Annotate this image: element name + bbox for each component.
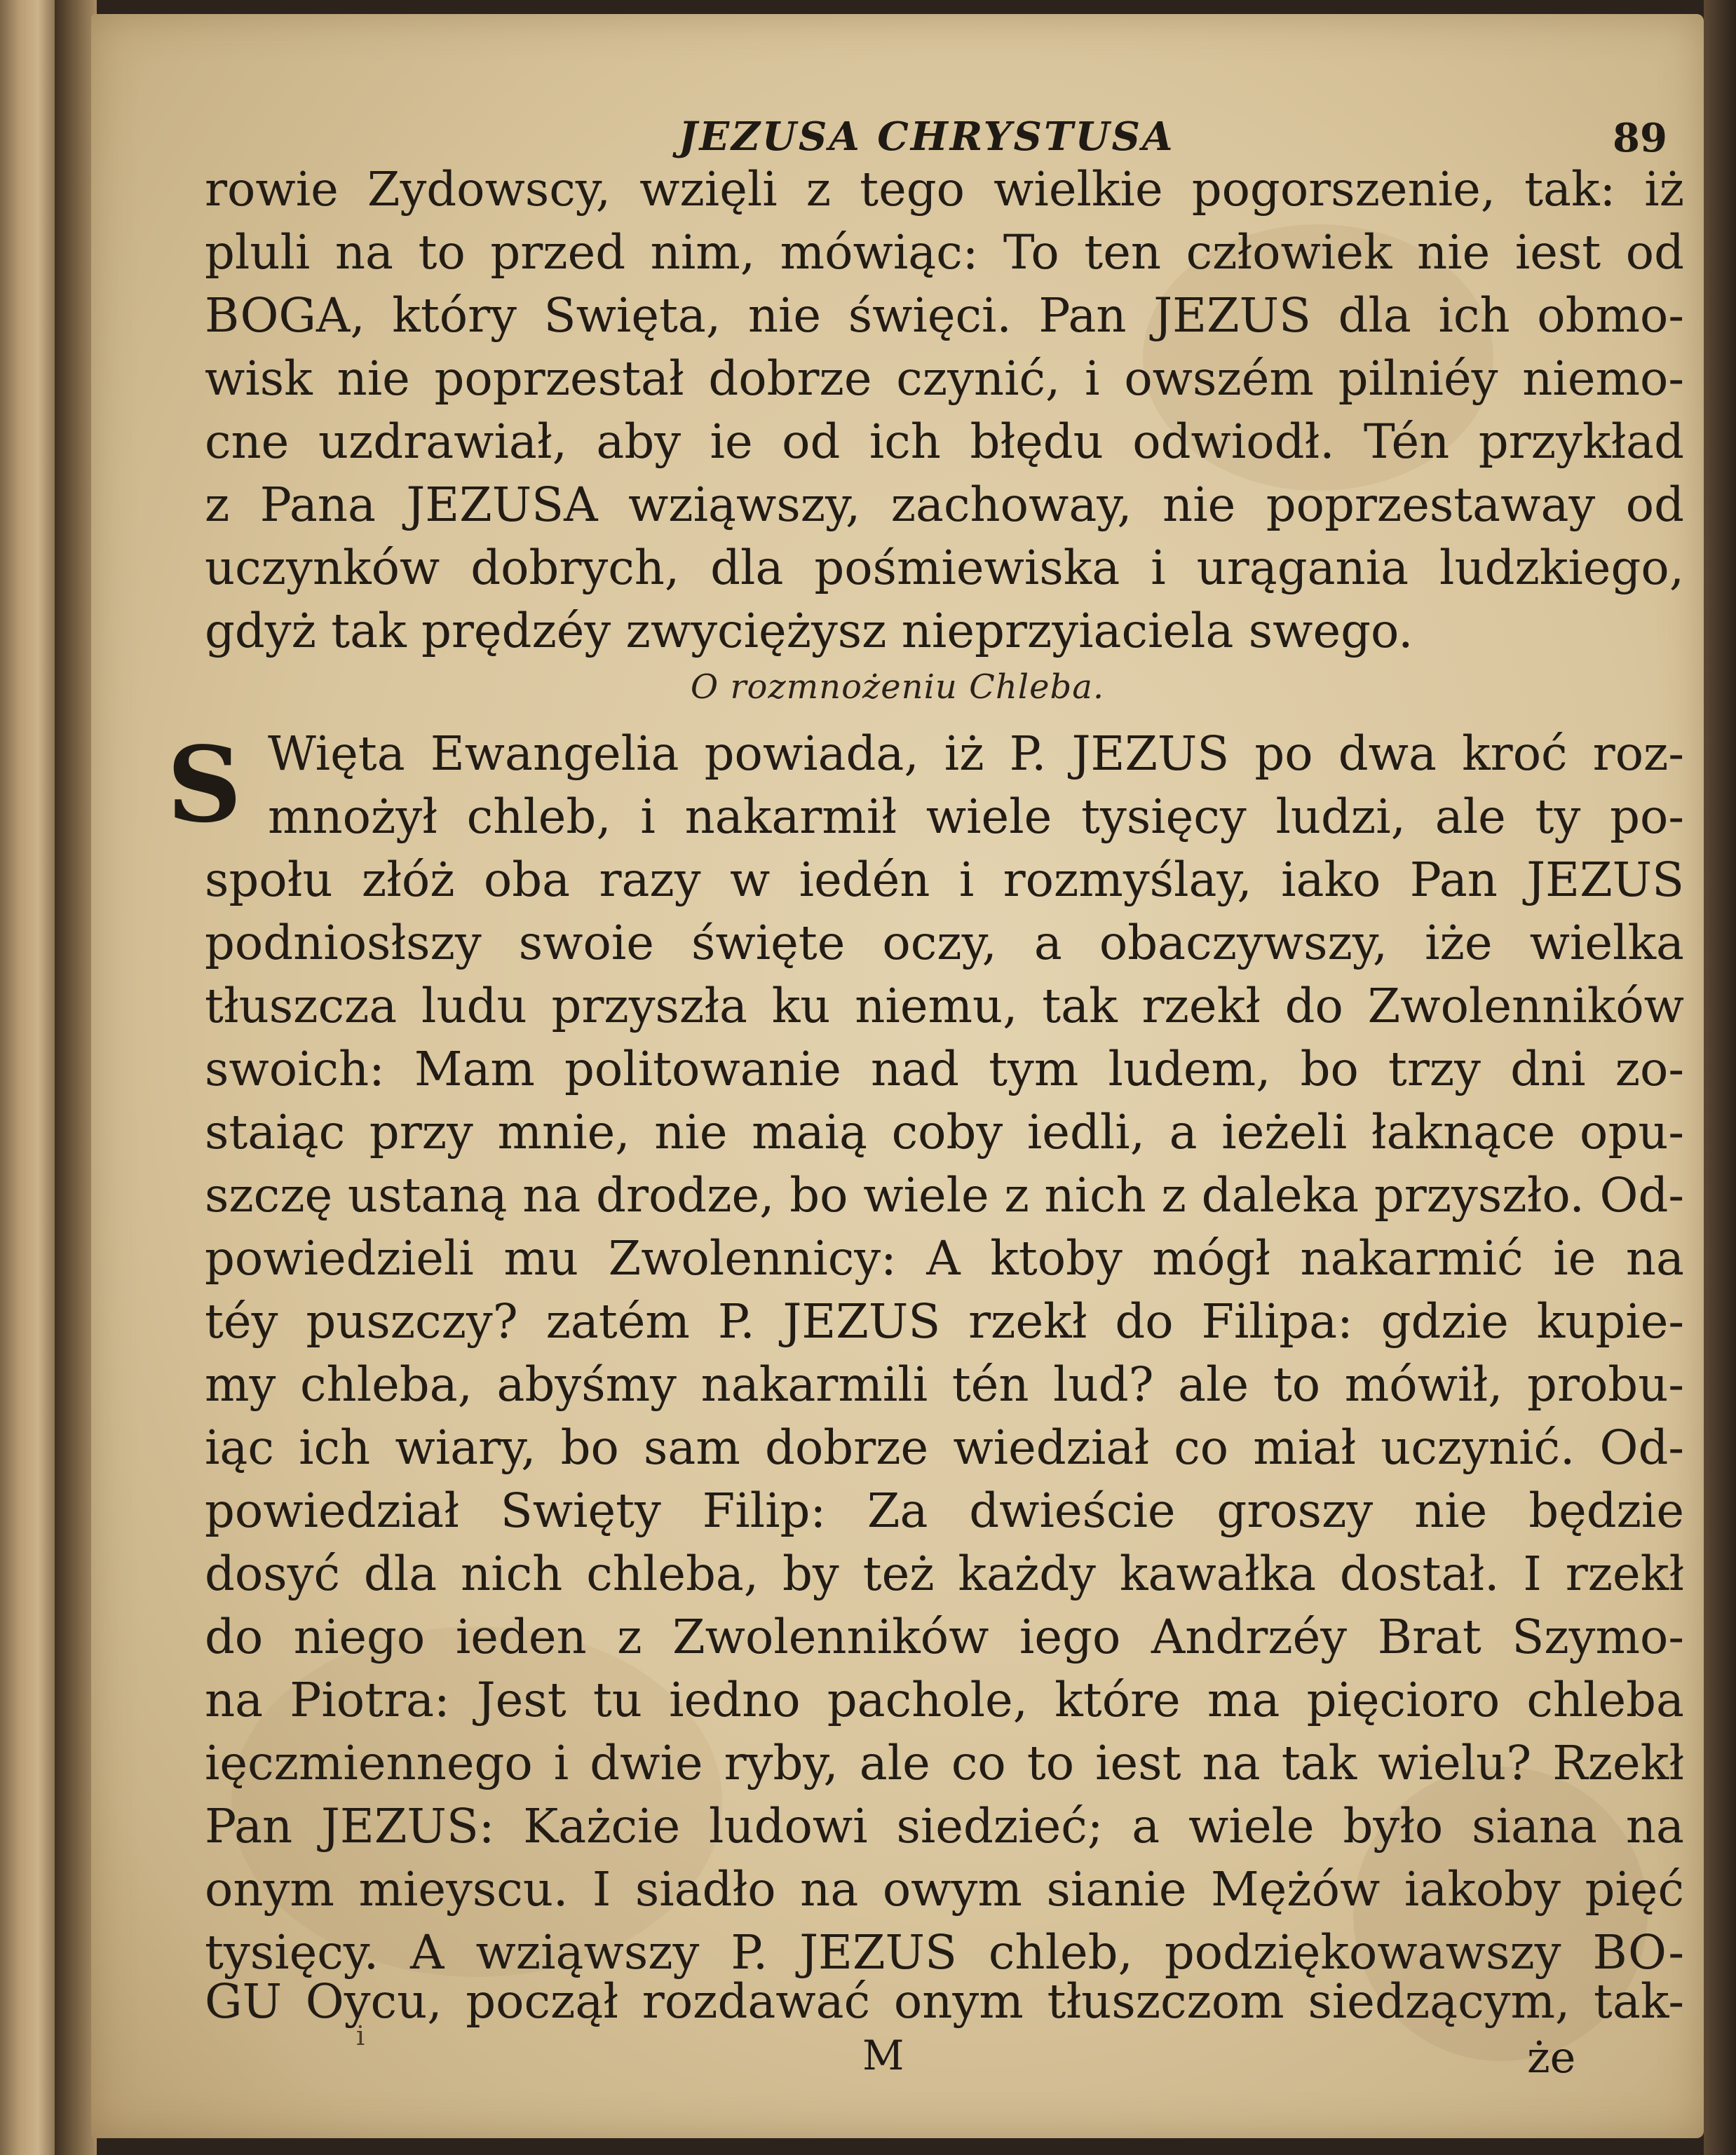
text-line: z Pana JEZUSA wziąwszy, zachoway, nie poprzestaway od xyxy=(205,477,1684,532)
drop-cap: S xyxy=(167,723,242,845)
text-line: swoich: Mam politowanie nad tym ludem, bo trzy dni zo- xyxy=(205,1042,1684,1096)
text-line: mnożył chleb, i nakarmił wiele tysięcy ludzi, ale ty po- xyxy=(268,789,1684,844)
text-line: wisk nie poprzestał dobrze czynić, i owszém pilniéy niemo- xyxy=(205,351,1684,406)
text-line: GU Oycu, począł rozdawać onym tłuszczom siedzącym, tak- xyxy=(205,1974,1684,2029)
book-page xyxy=(91,14,1704,2138)
text-line: podniosłszy swoie święte oczy, a obaczywszy, iże wielka xyxy=(205,916,1684,970)
page-header xyxy=(91,114,1704,163)
text-line: rowie Zydowscy, wzięli z tego wielkie pogorszenie, tak: iż xyxy=(205,162,1684,217)
running-head: JEZUSA CHRYSTUSA xyxy=(679,114,1175,160)
text-line: Więta Ewangelia powiada, iż P. JEZUS po dwa kroć roz- xyxy=(268,726,1684,781)
text-line: społu złóż oba razy w iedén i rozmyślay, iako Pan JEZUS xyxy=(205,852,1684,907)
text-line: téy puszczy? zatém P. JEZUS rzekł do Filipa: gdzie kupie- xyxy=(205,1294,1684,1349)
text-line: tysięcy. A wziąwszy P. JEZUS chleb, podziękowawszy BO- xyxy=(205,1925,1684,1980)
page-number: 89 xyxy=(1613,115,1667,161)
text-line: powiedzieli mu Zwolennicy: A ktoby mógł nakarmić ie na xyxy=(205,1231,1684,1286)
text-line: na Piotra: Jest tu iedno pachole, które ma pięcioro chleba xyxy=(205,1673,1684,1727)
adjacent-page-edge xyxy=(0,0,55,2155)
text-line: onym mieyscu. I siadło na owym sianie Mężów iakoby pięć xyxy=(205,1862,1684,1917)
book-gutter xyxy=(55,0,97,2155)
text-line: BOGA, który Swięta, nie święci. Pan JEZUS dla ich obmo- xyxy=(205,288,1684,343)
text-line: do niego ieden z Zwolenników iego Andrzéy Brat Szymo- xyxy=(205,1610,1684,1664)
text-line: iąc ich wiary, bo sam dobrze wiedział co miał uczynić. Od- xyxy=(205,1420,1684,1475)
signature-mark: M xyxy=(862,2032,904,2079)
text-line: uczynków dobrych, dla pośmiewiska i urągania ludzkiego, xyxy=(205,541,1684,595)
text-line: staiąc przy mnie, nie maią coby iedli, a ieżeli łaknące opu- xyxy=(205,1105,1684,1160)
scan-background-edge xyxy=(1704,0,1736,2155)
text-line: cne uzdrawiał, aby ie od ich błędu odwiodł. Tén przykład xyxy=(205,414,1684,469)
section-heading: O rozmnożeniu Chleba. xyxy=(690,667,1105,707)
text-line: dosyć dla nich chleba, by też każdy kawałka dostał. I rzekł xyxy=(205,1546,1684,1601)
text-line: gdyż tak prędzéy zwyciężysz nieprzyiaciela swego. xyxy=(205,604,1413,658)
text-line: Pan JEZUS: Każcie ludowi siedzieć; a wiele było siana na xyxy=(205,1799,1684,1854)
footer-mark: i xyxy=(356,2020,365,2051)
text-line: powiedział Swięty Filip: Za dwieście groszy nie będzie xyxy=(205,1483,1684,1538)
text-line: ięczmiennego i dwie ryby, ale co to iest na tak wielu? Rzekł xyxy=(205,1736,1684,1790)
text-line: my chleba, abyśmy nakarmili tén lud? ale to mówił, probu- xyxy=(205,1357,1684,1412)
text-line: szczę ustaną na drodze, bo wiele z nich z daleka przyszło. Od- xyxy=(205,1168,1684,1223)
catchword: że xyxy=(1527,2032,1576,2083)
text-line: tłuszcza ludu przyszła ku niemu, tak rzekł do Zwolenników xyxy=(205,979,1684,1033)
text-line: pluli na to przed nim, mówiąc: To ten człowiek nie iest od xyxy=(205,225,1684,280)
